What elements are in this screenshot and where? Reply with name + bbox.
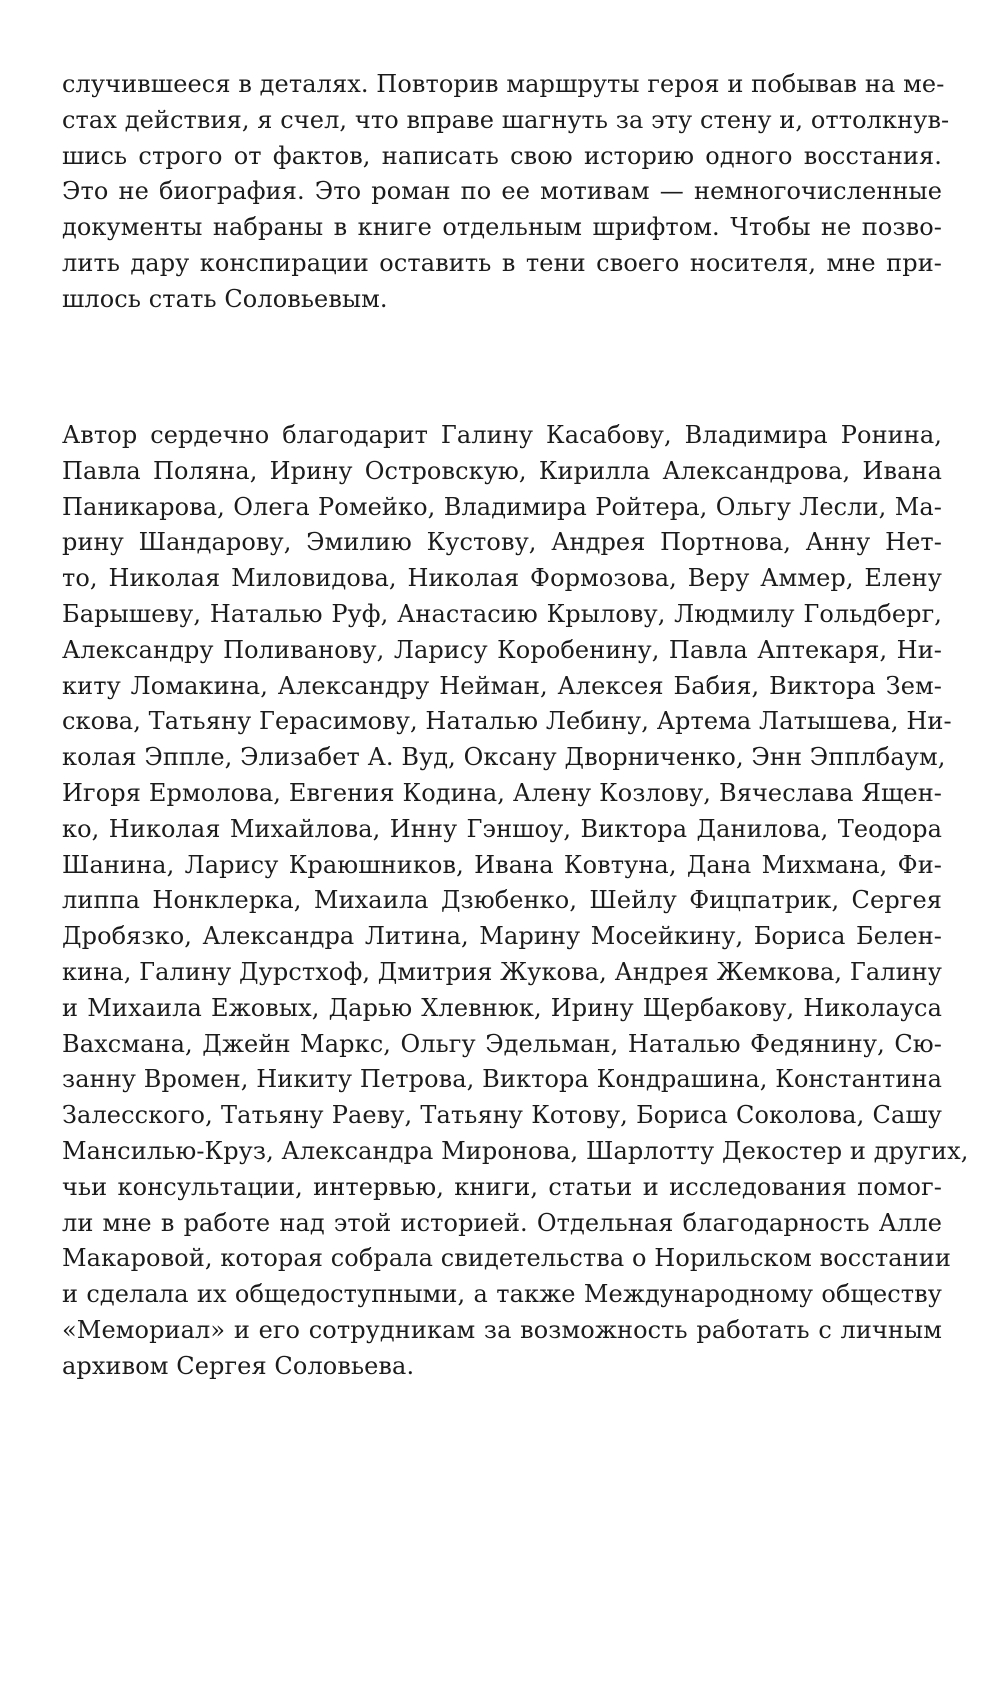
text-line: занну Вромен, Никиту Петрова, Виктора Кондрашина, Константина xyxy=(62,1065,942,1094)
text-line: то, Николая Миловидова, Николая Формозова, Веру Аммер, Елену xyxy=(62,564,942,593)
text-line: Автор сердечно благодарит Галину Касабову, Владимира Ронина, xyxy=(62,421,942,449)
text-line: документы набраны в книге отдельным шрифтом. Чтобы не позво- xyxy=(62,213,942,242)
text-line: Барышеву, Наталью Руф, Анастасию Крылову, Людмилу Гольдберг, xyxy=(62,599,942,628)
text-line: «Мемориал» и его сотрудникам за возможность работать с личным xyxy=(62,1315,942,1344)
text-line: колая Эппле, Элизабет А. Вуд, Оксану Дворниченко, Энн Эпплбаум, xyxy=(62,743,946,772)
text-line: стах действия, я счел, что вправе шагнуть за эту стену и, оттолкнув- xyxy=(62,105,950,134)
text-line: скова, Татьяну Герасимову, Наталью Лебину, Артема Латышева, Ни- xyxy=(62,707,952,736)
paragraph-author-note xyxy=(62,67,950,318)
text-line: Александру Поливанову, Ларису Коробенину, Павла Аптекаря, Ни- xyxy=(62,635,942,664)
text-line: лить дару конспирации оставить в тени своего носителя, мне при- xyxy=(62,248,942,277)
text-line: кина, Галину Дурстхоф, Дмитрия Жукова, Андрея Жемкова, Галину xyxy=(62,957,942,986)
text-line: рину Шандарову, Эмилию Кустову, Андрея Портнова, Анну Нет- xyxy=(62,528,942,557)
text-line: Вахсмана, Джейн Маркс, Ольгу Эдельман, Наталью Федянину, Сю- xyxy=(62,1029,942,1058)
text-line: Дробязко, Александра Литина, Марину Мосейкину, Бориса Белен- xyxy=(62,922,942,951)
text-line: и сделала их общедоступными, а также Международному обществу xyxy=(62,1280,942,1309)
text-line: Это не биография. Это роман по ее мотивам — немногочисленные xyxy=(62,177,942,206)
text-line: Павла Поляна, Ирину Островскую, Кирилла Александрова, Ивана xyxy=(62,456,942,485)
text-line: шись строго от фактов, написать свою историю одного восстания. xyxy=(62,141,942,170)
text-line: шлось стать Соловьевым. xyxy=(62,284,388,313)
text-line: Игоря Ермолова, Евгения Кодина, Алену Козлову, Вячеслава Ящен- xyxy=(62,778,942,807)
text-line: ко, Николая Михайлова, Инну Гэншоу, Виктора Данилова, Теодора xyxy=(62,814,942,843)
text-line: и Михаила Ежовых, Дарью Хлевнюк, Ирину Щербакову, Николауса xyxy=(62,993,942,1022)
text-line: Мансилью-Круз, Александра Миронова, Шарлотту Декостер и других, xyxy=(62,1136,969,1165)
text-line: липпа Нонклерка, Михаила Дзюбенко, Шейлу Фицпатрик, Сергея xyxy=(62,886,942,915)
text-line: киту Ломакина, Александру Нейман, Алексея Бабия, Виктора Зем- xyxy=(62,671,942,700)
text-line: Залесского, Татьяну Раеву, Татьяну Котову, Бориса Соколова, Сашу xyxy=(62,1101,942,1130)
text-line: ли мне в работе над этой историей. Отдельная благодарность Алле xyxy=(62,1208,942,1237)
text-line: Шанина, Ларису Краюшников, Ивана Ковтуна, Дана Михмана, Фи- xyxy=(62,850,942,879)
text-line: случившееся в деталях. Повторив маршруты героя и побывав на ме- xyxy=(62,70,945,98)
paragraph-acknowledgements xyxy=(62,418,969,1385)
text-line: Паникарова, Олега Ромейко, Владимира Ройтера, Ольгу Лесли, Ма- xyxy=(62,492,942,521)
text-line: архивом Сергея Соловьева. xyxy=(62,1351,415,1380)
text-line: Макаровой, которая собрала свидетельства о Норильском восстании xyxy=(62,1244,951,1273)
text-line: чьи консультации, интервью, книги, статьи и исследования помог- xyxy=(62,1172,942,1201)
